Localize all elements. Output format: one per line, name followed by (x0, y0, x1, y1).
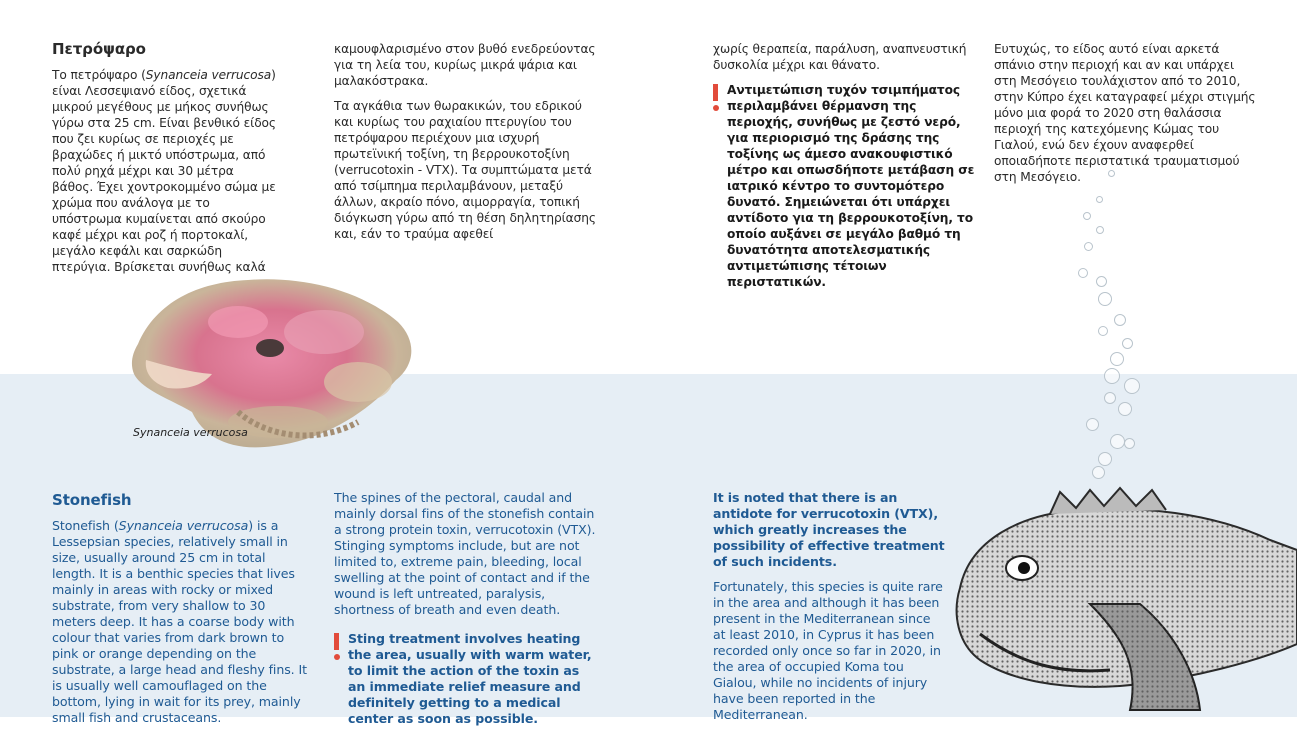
alert-icon (334, 633, 339, 650)
greek-warning-box (713, 82, 975, 290)
photo-caption: Synanceia verrucosa (133, 426, 248, 439)
greek-paragraph: καμουφλαρισμένο στον βυθό ενεδρεύοντας για τη λεία του, κυρίως μικρά ψάρια και μαλακόστρακα. (334, 42, 596, 88)
alert-dot-icon (334, 654, 340, 660)
greek-paragraph: Ευτυχώς, το είδος αυτό είναι αρκετά σπάνιο στην περιοχή και αν και υπάρχει στη Μεσόγειο τουλάχιστον από το 2010, στην Κύπρο έχει καταγραφεί μέχρι στιγμής μόνο μια φορά το 2020 στη θαλάσσια περιοχή της κατεχόμενης Κώμας του Γιαλού, ενώ δεν έχουν αναφερθεί οποιαδήποτε περιστατικά τραυματισμού στη Μεσόγειο. (994, 42, 1256, 184)
greek-column-2 (334, 41, 596, 251)
greek-column-3 (713, 41, 975, 290)
greek-warning-text: Αντιμετώπιση τυχόν τσιμπήματος περιλαμβάνει θέρμανση της περιοχής, συνήθως με ζεστό νερό, για περιορισμό της δράσης της τοξίνης ως άμεσο ανακουφιστικό μέτρο και οπωσδήποτε μετάβαση σε ιατρικό κέντρο το συντομότερο δυνατό. Σημειώνεται ότι υπάρχει αντίδοτο για τη βερρουκοτοξίνη, το οποίο αυξάνει σε μεγάλο βαθμό τη δυνατότητα αποτελεσματικής αντιμετώπισης τέτοιων περιστατικών. (727, 83, 975, 289)
greek-intro-paragraph: Το πετρόψαρο (Synanceia verrucosa) είναι Λεσσεψιανό είδος, σχετικά μικρού μεγέθους με μήκος συνήθως γύρω στα 25 cm. Είναι βενθικό είδος που ζει κυρίως σε περιοχές με βραχώδες ή μικτό υπόστρωμα, από πολύ ρηχά μέχρι και 30 μέτρα βάθος. Έχει χοντροκομμένο σώμα με χρώμα που ανάλογα με το υπόστρωμα κυμαίνεται από σκούρο καφέ μέχρι και ροζ ή πορτοκαλί, μεγάλο κεφάλι και σαρκώδη πτερύγια. Βρίσκεται συνήθως καλά (52, 68, 276, 274)
english-intro-paragraph: Stonefish (Synanceia verrucosa) is a Lessepsian species, relatively small in size, usually around 25 cm in total length. It is a benthic species that lives mainly in areas with rocky or mixed substrate, from very shallow to 30 meters deep. It has a coarse body with colour that varies from dark brown to pink or orange depending on the substrate, a large head and fleshy fins. It is usually well camouflaged on the bottom, lying in wait for its prey, mainly small fish and crustaceans. (52, 518, 307, 725)
greek-paragraph: Τα αγκάθια των θωρακικών, του εδρικού και κυρίως του ραχιαίου πτερυγίου του πετρόψαρου περιέχουν μια ισχυρή πρωτεϊνική τοξίνη, τη βερρουκοτοξίνη (verrucotoxin - VTX). Τα συμπτώματα μετά από τσίμπημα περιλαμβάνουν, μεταξύ άλλων, ακραίο πόνο, αιμορραγία, τοπική διόγκωση γύρω από τη θέση δηλητηρίασης και, εάν το τραύμα αφεθεί (334, 99, 596, 241)
greek-column-1 (52, 41, 278, 284)
english-antidote-note: It is noted that there is an antidote for verrucotoxin (VTX), which greatly increases the possibility of effective treatment of such incidents. (713, 490, 945, 569)
stonefish-illustration (940, 484, 1297, 717)
english-column-3 (713, 490, 945, 732)
english-warning-text: Sting treatment involves heating the area, usually with warm water, to limit the action of the toxin as an immediate relief measure and definitely getting to a medical center as soon as possible. (348, 631, 592, 726)
english-paragraph: Fortunately, this species is quite rare in the area and although it has been present in the Mediterranean since at least 2010, in Cyprus it has been recorded only once so far in 2020, in the area of occupied Koma tou Gialou, while no incidents of injury have been reported in the Mediterranean. (713, 579, 943, 722)
alert-dot-icon (713, 105, 719, 111)
alert-icon (713, 84, 718, 101)
greek-column-4 (994, 41, 1256, 194)
english-column-1 (52, 492, 307, 735)
greek-title: Πετρόψαρο (52, 40, 146, 58)
english-warning-box (334, 631, 596, 727)
english-title: Stonefish (52, 491, 132, 509)
english-paragraph: The spines of the pectoral, caudal and mainly dorsal fins of the stonefish contain a strong protein toxin, verrucotoxin (VTX). Stinging symptoms include, but are not limited to, extreme pain, bleeding, local swelling at the point of contact and if the wound is left untreated, paralysis, shortness of breath and even death. (334, 490, 596, 617)
greek-paragraph: χωρίς θεραπεία, παράλυση, αναπνευστική δυσκολία μέχρι και θάνατο. (713, 42, 967, 72)
english-column-2 (334, 490, 596, 727)
